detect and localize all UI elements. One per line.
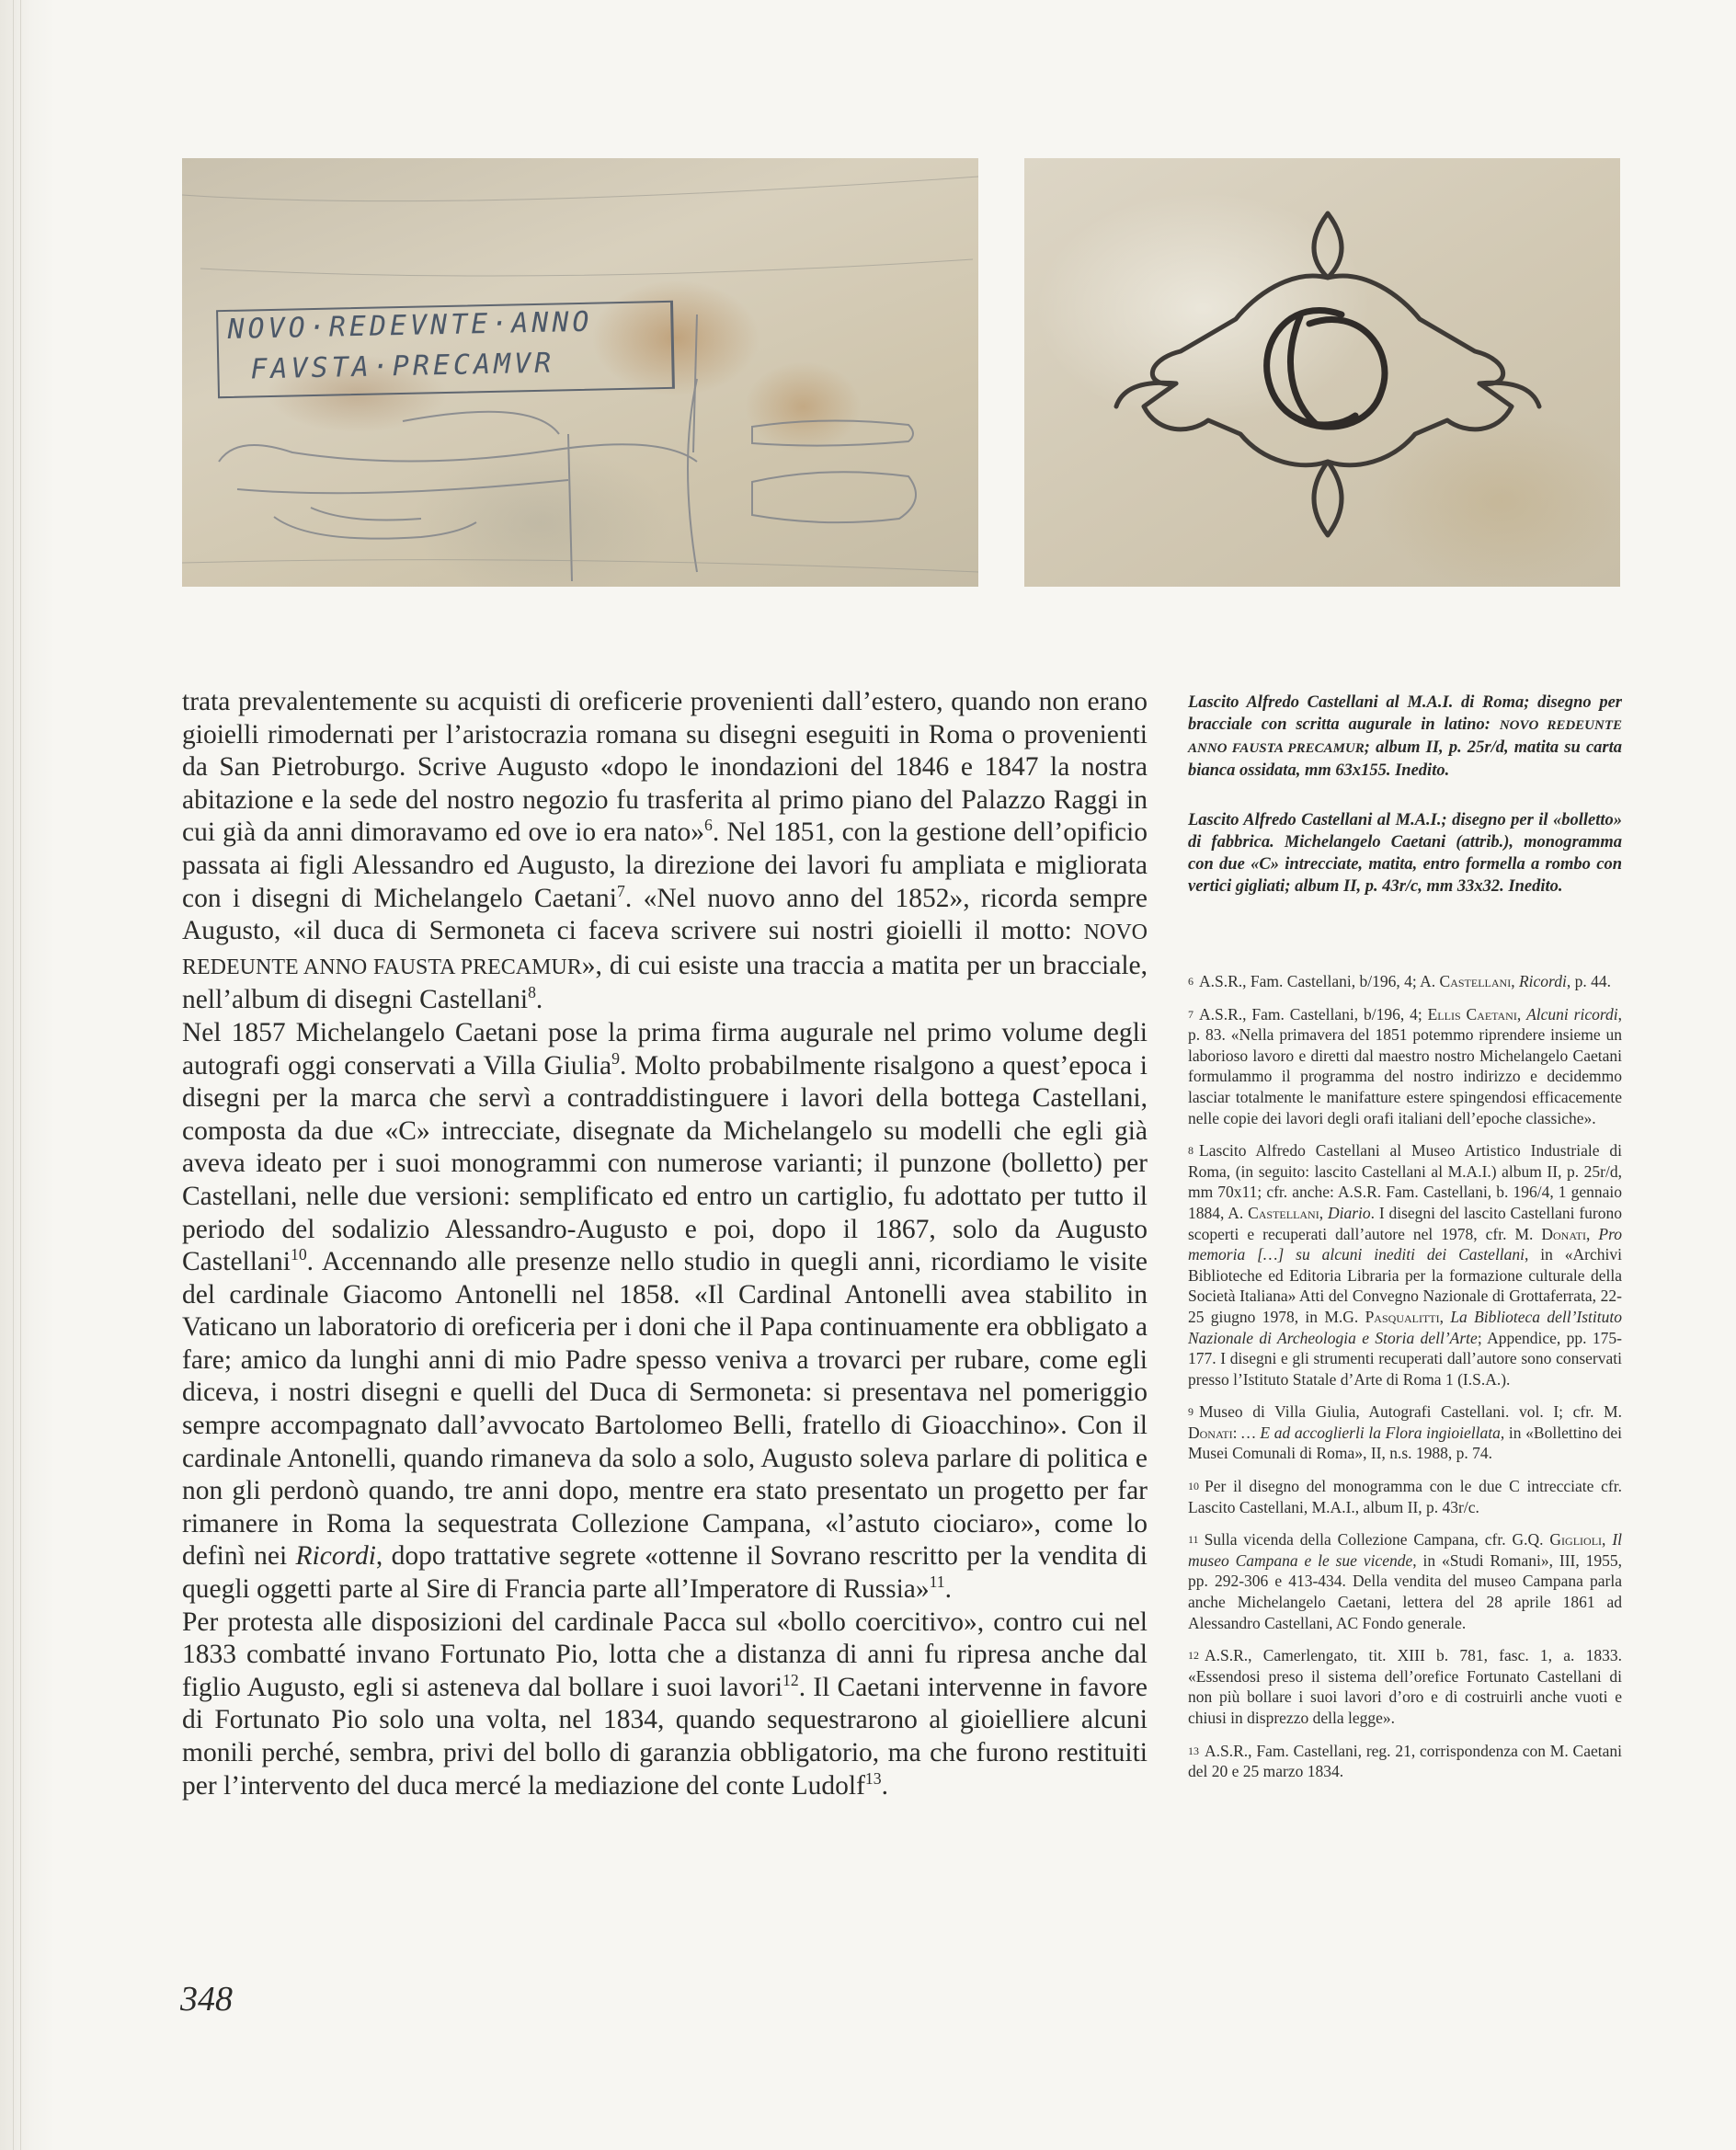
- footnote-ref[interactable]: 12: [782, 1670, 799, 1689]
- footnote-ref[interactable]: 6: [703, 816, 713, 835]
- footnote-10: $^{10}$ Per il disegno del monogramma con le due C intrecciate cfr. Lascito Castellani, M.A.I., album II, p. 43r/c.: [1188, 1477, 1622, 1516]
- footnote-11: $^{11}$ Sulla vicenda della Collezione Campana, cfr. G.Q. Giglioli, Il museo Campana e le sue vicende, in «Studi Romani», III, 1955, pp. 292-306 e 413-434. Della vendita del museo Campana parla anche Michelangelo Caetani, lettera del 28 aprile 1861 ad Alessandro Castellani, AC Fondo generale.: [1188, 1530, 1623, 1632]
- footnote-ref[interactable]: 13: [864, 1768, 882, 1788]
- figure-bracelet-drawing: [182, 158, 978, 587]
- caption-figure-2: Lascito Alfredo Castellani al M.A.I.; disegno per il «bolletto» di fabbrica. Michelangelo Caetani (attrib.), monogramma con due «C» intrecciate, matita, entro formella a rombo con vertici gigliati; album II, p. 43r/c, mm 33x32. Inedito.: [1188, 811, 1622, 896]
- footnote-ref[interactable]: 8: [528, 983, 536, 1002]
- caption-figure-1: Lascito Alfredo Castellani al M.A.I. di Roma; disegno per bracciale con scritta augurale in latino: NOVO REDEUNTE ANNO FAUSTA PRECAMUR; album II, p. 25r/d, matita su carta bianca ossidata, mm 63x155. Inedito.: [1188, 693, 1622, 780]
- main-text-column: [182, 686, 1148, 1802]
- motto-line-1: NOVO·REDEVNTE·ANNO: [227, 305, 593, 346]
- footnote-7: $^7$ A.S.R., Fam. Castellani, b/196, 4; Ellis Caetani, Alcuni ricordi, p. 83. «Nella primavera del 1851 potemmo riprendere insieme un laborioso lavoro e diretti dal maestro nostro Michelangelo Caetani formulammo il programma del nostro indirizzo e decidemmo lasciar totalmente le manifatture estere spingendosi efficacemente nelle copie dei lavori degli orafi italiani dell’epoche classiche».: [1188, 1004, 1622, 1127]
- motto-line-2: FAVSTA·PRECAMVR: [250, 347, 555, 386]
- page-number: 348: [180, 1980, 233, 2018]
- spine-line: [20, 0, 21, 2150]
- footnote-ref[interactable]: 7: [617, 881, 625, 900]
- paragraph: Per protesta alle disposizioni del cardinale Pacca sul «bollo coercitivo», contro cui nel 1833 combatté invano Fortunato Pio, lotta che a distanza di anni fu ripresa anche dal figlio Augusto, egli si asteneva dal bollare i suoi lavori$^{12}$. Il Caetani intervenne in favore di Fortunato Pio solo una volta, nel 1834, quando sequestrarono al gioielliere alcuni monili perché, sembra, privi del bollo di garanzia obbligatorio, ma che furono restituiti per l’intervento del duca mercé la mediazione del conte Ludolf$^{13}$.: [182, 1607, 1148, 1801]
- footnote-13: $^{13}$ A.S.R., Fam. Castellani, reg. 21, corrispondenza con M. Caetani del 20 e 25 marzo 1834.: [1188, 1741, 1622, 1781]
- footnote-12: $^{12}$ A.S.R., Camerlengato, tit. XIII b. 781, fasc. 1, a. 1833. «Essendosi preso il sistema dell’orefice Fortunato Castellani di non più bollare i suoi lavori d’oro e di costruirli anche vuoti e chiusi in disprezzo della legge».: [1188, 1646, 1622, 1727]
- paragraph: trata prevalentemente su acquisti di oreficerie provenienti dall’estero, quando non erano gioielli rimodernati per l’aristocrazia romana su disegni eseguiti in Roma o provenienti da San Pietroburgo. Scrive Augusto «dopo le inondazioni del 1846 e 1847 la nostra abitazione e la sede del nostro negozio fu trasferita al primo piano del Palazzo Raggi in cui già da anni dimoravamo ed ove io era nato»$^6$. Nel 1851, con la gestione dell’opificio passata ai figli Alessandro ed Augusto, la direzione dei lavori fu ampliata e migliorata con i disegni di Michelangelo Caetani$^7$. «Nel nuovo anno del 1852», ricorda sempre Augusto, «il duca di Sermoneta ci faceva scrivere sui nostri gioielli il motto: NOVO REDEUNTE ANNO FAUSTA PRECAMUR», di cui esiste una traccia a matita per un bracciale, nell’album di disegni Castellani$^8$.: [182, 687, 1148, 1015]
- footnote-6: $^6$ A.S.R., Fam. Castellani, b/196, 4; A. Castellani, Ricordi, p. 44.: [1188, 972, 1611, 990]
- motto-cartouche: [216, 301, 675, 398]
- footnote-ref[interactable]: 10: [290, 1245, 307, 1264]
- footnote-8: $^8$ Lascito Alfredo Castellani al Museo Artistico Industriale di Roma, (in seguito: lascito Castellani al M.A.I.) album II, p. 25r/d, mm 70x11; cfr. anche: A.S.R. Fam. Castellani, b. 196/4, 1 gennaio 1884, A. Castellani, Diario. I disegni del lascito Castellani furono scoperti e recuperati dall’autore nel 1978, cfr. M. Donati, Pro memoria […] su alcuni inediti dei Castellani, in «Archivi Biblioteche ed Editoria Libraria per la formazione culturale della Società Italiana» Atti del Convegno Nazionale di Grottaferrata, 22-25 giugno 1978, in M.G. Pasqualitti, La Biblioteca dell’Istituto Nazionale di Archeologia e Storia dell’Arte; Appendice, pp. 175-177. I disegni e gli strumenti recuperati dall’autore sono conservati presso l’Istituto Statale d’Arte di Roma 1 (I.S.A.).: [1188, 1141, 1622, 1389]
- figure-monogram: [1024, 158, 1620, 587]
- footnote-ref[interactable]: 11: [929, 1572, 945, 1592]
- spine-line: [13, 0, 14, 2150]
- paragraph: Nel 1857 Michelangelo Caetani pose la prima firma augurale nel primo volume degli autografi oggi conservati a Villa Giulia$^9$. Molto probabilmente risalgono a quest’epoca i disegni per la marca che servì a contraddistinguere i lavori della bottega Castellani, composta da due «C» intrecciate, disegnate da Michelangelo su modelli che egli già aveva ideato per i suoi monogrammi con numerose varianti; il punzone (bolletto) per Castellani, nelle due versioni: semplificato ed entro un cartiglio, fu adottato per tutto il periodo del sodalizio Alessandro-Augusto e poi, dopo il 1867, solo da Augusto Castellani$^{10}$. Accennando alle presenze nello studio in quegli anni, ricordiamo le visite del cardinale Giacomo Antonelli nel 1858. «Il Cardinal Antonelli avea stabilito in Vaticano un laboratorio di oreficeria per i doni che il Papa continuamente era obbligato a fare; amico da lunghi anni di mio Padre spesso veniva a trovarci per rubare, come egli diceva, i nostri disegni e quelli del Duca di Sermoneta: si presentava nel pomeriggio sempre accompagnato dall’avvocato Bartolomeo Belli, fratello di Gioacchino». Con il cardinale Antonelli, quando rimaneva da solo a solo, Augusto soleva parlare di politica e non gli perdonò quando, tre anni dopo, mentre era stato presentato un progetto per far rimanere in Roma la sequestrata Collezione Campana, «l’astuto ciociaro», come lo definì nei Ricordi, dopo trattative segrete «ottenne il Sovrano rescritto per la vendita di quegli oggetti parte al Sire di Francia parte all’Imperatore di Russia»$^{11}$.: [182, 1017, 1148, 1605]
- footnote-9: $^9$ Museo di Villa Giulia, Autografi Castellani. vol. I; cfr. M. Donati: … E ad accoglierli la Flora ingioiellata, in «Bollettino dei Musei Comunali di Roma», II, n.s. 1988, p. 74.: [1188, 1402, 1622, 1463]
- motto-text: NOVO REDEUNTE ANNO FAUSTA PRECAMUR: [182, 921, 1148, 979]
- monogram-drawing: [1024, 158, 1620, 587]
- footnotes: [1188, 971, 1622, 1794]
- footnote-ref[interactable]: 9: [611, 1048, 620, 1068]
- book-spine-shadow: [0, 0, 55, 2150]
